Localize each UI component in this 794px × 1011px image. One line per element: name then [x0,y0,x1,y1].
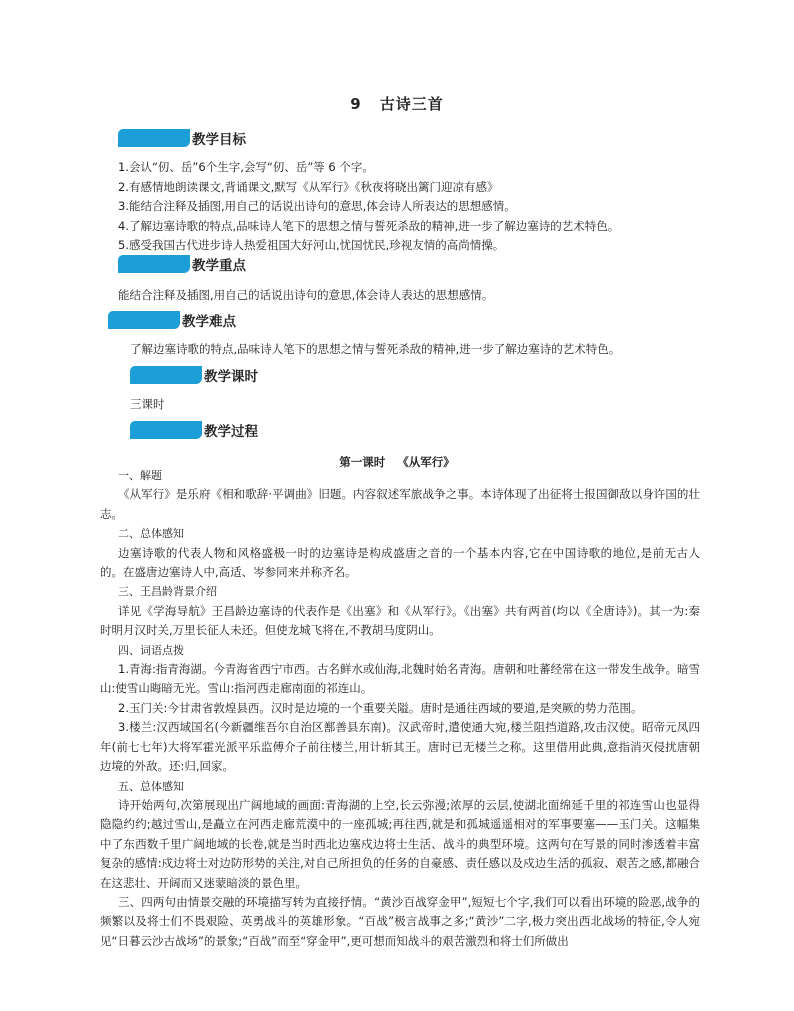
paragraph: 能结合注释及插图,用自己的话说出诗句的意思,体会诗人表达的思想感情。 [118,288,494,302]
list-item: 5.感受我国古代进步诗人热爱祖国大好河山,忧国忧民,珍视友情的高尚情操。 [118,238,505,252]
page-title [0,93,794,114]
subheading: 四、词语点拨 [118,643,184,657]
section-head-key [118,254,246,274]
section-label: 教学重点 [192,258,246,274]
lesson-number: 9 [350,95,362,113]
list-item: 2.有感情地朗读课文,背诵课文,默写《从军行》《秋夜将晓出篱门迎凉有感》 [118,179,499,194]
section-head-hours [130,365,258,385]
section-label: 教学难点 [182,314,236,330]
key-text [118,286,698,306]
paragraph: 诗开始两句,次第展现出广阔地域的画面:青海湖的上空,长云弥漫;浓厚的云层,使湖北面绵延千里的祁连雪山也显得隐隐约约;越过雪山,是矗立在河西走廊荒漠中的一座孤城;再往西,就是和孤城遥遥相对的军事要塞——玉门关。这幅集中了东西数千里广阔地域的长卷,就是当时西北边塞戍边将士生活、战斗的典型环境。这两句在写景的同时渗透着丰富复杂的感情:戍边将士对边防形势的关注,对自己所担负的任务的自豪感、责任感以及戍边生活的孤寂、艰苦之感,都融合在这悲壮、开阔而又迷蒙暗淡的景色里。 [100,797,700,890]
goals-list [118,158,698,256]
paragraph: 2.玉门关:今甘肃省敦煌县西。汉时是边境的一个重要关隘。唐时是通往西域的要道,是突厥的势力范围。 [118,700,643,715]
subheading: 一、解题 [118,469,162,482]
section-label: 教学课时 [204,369,258,385]
section-marker-icon [118,255,190,273]
section-head-difficult [108,310,236,330]
difficult-text [130,340,710,360]
paragraph: 《从军行》是乐府《相和歌辞·平调曲》旧题。内容叙述军旅战争之事。本诗体现了出征将士报国御敌以身许国的壮志。 [100,487,700,521]
lesson-part: 第一课时 [339,455,386,469]
paragraph: 了解边塞诗歌的特点,品味诗人笔下的思想之情与誓死杀敌的精神,进一步了解边塞诗的艺术特色。 [130,342,621,356]
hours-text [130,395,710,415]
section-head-process [130,420,258,440]
lesson-poem: 《从军行》 [397,455,455,469]
section-label: 教学目标 [192,132,246,148]
section-head-goals [118,128,246,148]
paragraph: 三课时 [130,397,165,411]
paragraph: 三、四两句由情景交融的环境描写转为直接抒情。“黄沙百战穿金甲”,短短七个字,我们可以看出环境的险恶,战争的频繁以及将士们不畏艰险、英勇战斗的英雄形象。“百战”极言战事之多;“黄沙”二字,极力突出西北战场的特征,令人宛见“日暮云沙古战场”的景象;“百战”而至“穿金甲”,更可想而知战斗的艰苦激烈和将士们所做出 [100,894,700,948]
section-marker-icon [108,311,180,329]
section-label: 教学过程 [204,424,258,440]
subheading: 二、总体感知 [118,527,184,541]
paragraph: 详见《学海导航》王昌龄边塞诗的代表作是《出塞》和《从军行》。《出塞》共有两首(均以《全唐诗》)。其一为:秦时明月汉时关,万里长征人未还。但使龙城飞将在,不教胡马度阴山。 [100,603,700,638]
subheading: 三、王昌龄背景介绍 [118,585,217,599]
lesson-body [100,466,700,951]
subheading: 五、总体感知 [118,779,184,793]
paragraph: 1.青海:指青海湖。今青海省西宁市西。古名鲜水或仙海,北魏时始名青海。唐朝和吐蕃经常在这一带发生战争。暗雪山:使雪山晦暗无光。雪山:指河西走廊南面的祁连山。 [100,662,700,696]
paragraph: 边塞诗歌的代表人物和风格盛极一时的边塞诗是构成盛唐之音的一个基本内容,它在中国诗歌的地位,是前无古人的。在盛唐边塞诗人中,高适、岑参同来并称齐名。 [100,545,700,580]
list-item: 1.会认“仞、岳”6个生字,会写“仞、岳”等 6 个字。 [118,160,374,174]
paragraph: 3.楼兰:汉西域国名(今新疆维吾尔自治区鄯善县东南)。汉武帝时,遣使通大宛,楼兰阻挡道路,攻击汉使。昭帝元凤四年(前七七年)大将军霍光派平乐监傅介子前往楼兰,用计斩其王。唐时已无楼兰之称。这里借用此典,意指消灭侵扰唐朝边境的外敌。还:归,回家。 [100,720,700,774]
section-marker-icon [130,421,202,439]
section-marker-icon [130,366,202,384]
lesson-name: 古诗三首 [379,95,444,113]
list-item: 4.了解边塞诗歌的特点,品味诗人笔下的思想之情与誓死杀敌的精神,进一步了解边塞诗的艺术特色。 [118,218,620,233]
list-item: 3.能结合注释及插图,用自己的话说出诗句的意思,体会诗人所表达的思想感情。 [118,199,516,213]
section-marker-icon [118,129,190,147]
